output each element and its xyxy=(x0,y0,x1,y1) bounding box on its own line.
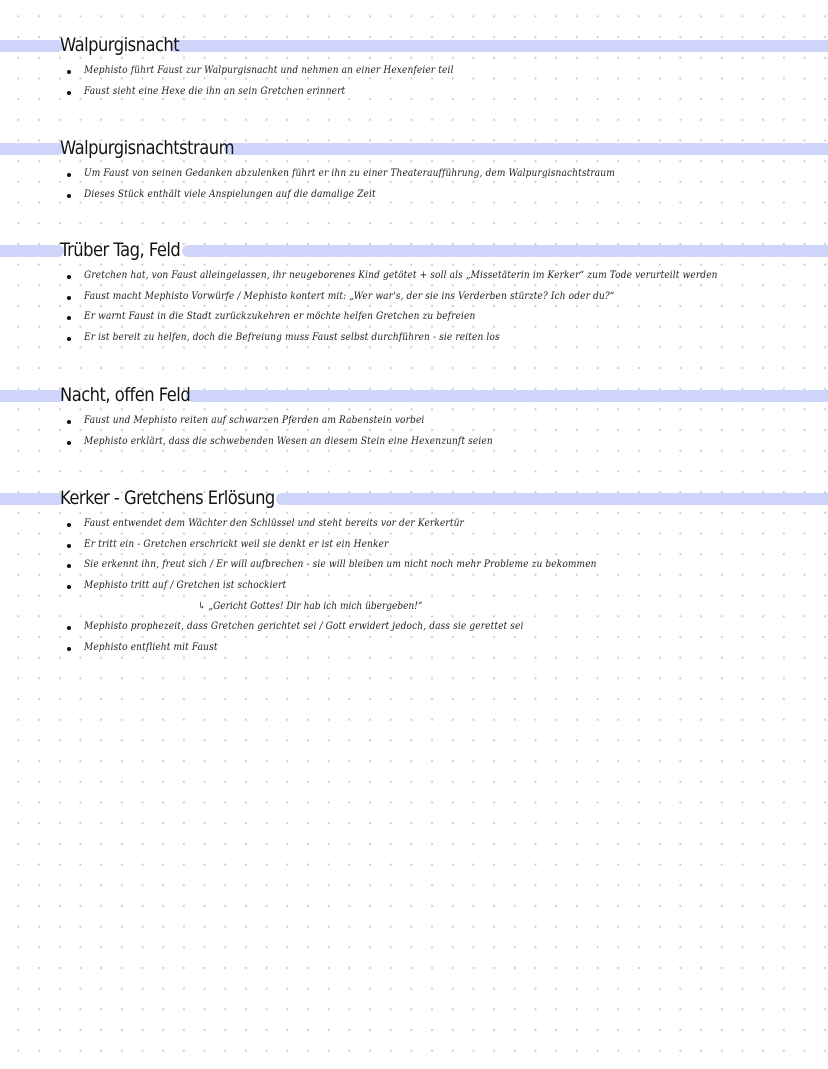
bullet-item xyxy=(0,432,828,453)
bullet-item xyxy=(0,61,828,82)
bullet-text: Mephisto führt Faust zur Walpurgisnacht und nehmen an einer Hexenfeier teil xyxy=(84,65,454,76)
bullet-item xyxy=(0,535,828,556)
bullet-list xyxy=(0,164,828,205)
section-heading: Kerker - Gretchens Erlösung xyxy=(60,487,275,509)
bullet-text: Mephisto tritt auf / Gretchen ist schockiert xyxy=(84,580,287,592)
bullet-list xyxy=(0,266,828,349)
section-trueber-tag-feld xyxy=(0,236,828,349)
bullet-dot-icon xyxy=(67,544,71,548)
heading-highlight-right xyxy=(276,493,828,505)
bullet-dot-icon xyxy=(67,337,71,341)
bullet-text: Faust entwendet dem Wächter den Schlüssel und steht bereits vor der Kerkertür xyxy=(84,518,464,529)
heading-highlight-left xyxy=(0,245,64,257)
section-heading: Trüber Tag, Feld xyxy=(60,239,181,261)
bullet-item xyxy=(0,164,828,185)
bullet-dot-icon xyxy=(67,91,71,95)
quote-line xyxy=(0,597,828,618)
bullet-text: Faust macht Mephisto Vorwürfe / Mephisto kontert mit: „Wer war's, der sie ins Verderben stürzte? Ich oder du?“ xyxy=(84,290,615,302)
bullet-dot-icon xyxy=(67,194,71,198)
bullet-text: Faust und Mephisto reiten auf schwarzen Pferden am Rabenstein vorbei xyxy=(84,415,425,426)
bullet-text: Sie erkennt ihn, freut sich / Er will aufbrechen - sie will bleiben um nicht noch mehr Probleme zu bekommen xyxy=(84,559,597,571)
section-heading-row xyxy=(0,236,828,266)
heading-highlight-left xyxy=(0,40,64,52)
section-heading: Walpurgisnachtstraum xyxy=(60,137,234,159)
heading-highlight-left xyxy=(0,390,64,402)
bullet-dot-icon xyxy=(67,173,71,177)
bullet-text: Er tritt ein - Gretchen erschrickt weil sie denkt er ist ein Henker xyxy=(84,538,389,550)
section-heading-row xyxy=(0,381,828,411)
bullet-item xyxy=(0,555,828,576)
bullet-dot-icon xyxy=(67,316,71,320)
bullet-item xyxy=(0,328,828,349)
section-kerker-gretchens-erloesung xyxy=(0,484,828,659)
section-walpurgisnachtstraum xyxy=(0,134,828,205)
bullet-item xyxy=(0,287,828,308)
bullet-dot-icon xyxy=(67,523,71,527)
heading-highlight-left xyxy=(0,143,64,155)
bullet-text: Um Faust von seinen Gedanken abzulenken führt er ihn zu einer Theateraufführung, dem Walpurgisnachtstraum xyxy=(84,168,615,179)
bullet-list xyxy=(0,514,828,659)
bullet-text: Gretchen hat, von Faust alleingelassen, ihr neugeborenes Kind getötet + soll als „Missetäterin im Kerker“ zum Tode verurteilt werden xyxy=(84,270,718,281)
bullet-text: Mephisto erklärt, dass die schwebenden Wesen an diesem Stein eine Hexenzunft seien xyxy=(84,435,493,447)
bullet-item xyxy=(0,638,828,659)
bullet-list xyxy=(0,61,828,102)
bullet-item xyxy=(0,514,828,535)
heading-highlight-right xyxy=(224,143,828,155)
bullet-dot-icon xyxy=(67,420,71,424)
bullet-dot-icon xyxy=(67,585,71,589)
bullet-dot-icon xyxy=(67,70,71,74)
bullet-item xyxy=(0,617,828,638)
bullet-dot-icon xyxy=(67,296,71,300)
section-heading-row xyxy=(0,31,828,61)
section-heading-row xyxy=(0,134,828,164)
bullet-text: Er warnt Faust in die Stadt zurückzukehren er möchte helfen Gretchen zu befreien xyxy=(84,311,476,323)
bullet-dot-icon xyxy=(67,647,71,651)
bullet-text: Dieses Stück enthält viele Anspielungen auf die damalige Zeit xyxy=(84,188,376,200)
bullet-text: Faust sieht eine Hexe die ihn an sein Gretchen erinnert xyxy=(84,85,346,97)
section-heading: Walpurgisnacht xyxy=(60,34,180,56)
bullet-item xyxy=(0,266,828,287)
section-heading: Nacht, offen Feld xyxy=(60,384,191,406)
section-walpurgisnacht xyxy=(0,31,828,102)
quote-text: ↳ „Gericht Gottes! Dir hab ich mich übergeben!“ xyxy=(198,600,423,612)
section-heading-row xyxy=(0,484,828,514)
bullet-dot-icon xyxy=(67,626,71,630)
bullet-dot-icon xyxy=(67,275,71,279)
bullet-list xyxy=(0,411,828,452)
bullet-item xyxy=(0,307,828,328)
bullet-item xyxy=(0,576,828,597)
heading-highlight-right xyxy=(182,245,828,257)
bullet-item xyxy=(0,82,828,103)
section-nacht-offen-feld xyxy=(0,381,828,452)
bullet-text: Mephisto prophezeit, dass Gretchen gerichtet sei / Gott erwidert jedoch, dass sie gerettet sei xyxy=(84,621,524,633)
heading-highlight-right xyxy=(170,40,828,52)
bullet-text: Er ist bereit zu helfen, doch die Befreiung muss Faust selbst durchführen - sie reiten los xyxy=(84,332,500,344)
heading-highlight-right xyxy=(186,390,828,402)
bullet-dot-icon xyxy=(67,564,71,568)
bullet-item xyxy=(0,411,828,432)
heading-highlight-left xyxy=(0,493,64,505)
bullet-dot-icon xyxy=(67,441,71,445)
bullet-text: Mephisto entflieht mit Faust xyxy=(84,642,218,654)
bullet-item xyxy=(0,185,828,206)
